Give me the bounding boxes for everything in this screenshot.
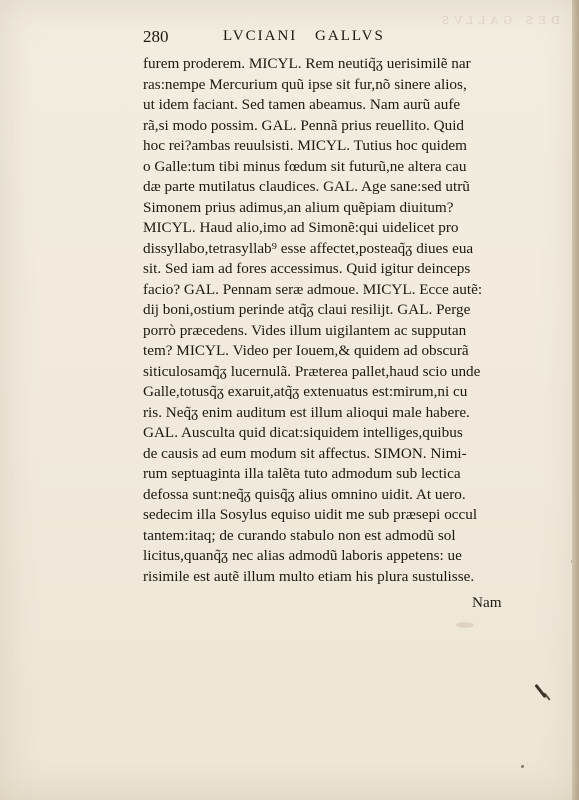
text-line: defossa sunt:neq̃ᵹ quisq̃ᵹ alius omnino uidit. At uero. xyxy=(143,485,466,503)
text-line: hoc rei?ambas reuulsisti. MICYL. Tutius hoc quidem xyxy=(143,137,467,154)
text-line: porrò præcedens. Vides illum uigilantem ac supputan xyxy=(143,321,467,339)
text-line: dæ parte mutilatus claudices. GAL. Age sane:sed utrũ xyxy=(143,178,470,195)
text-line: rã,si modo possim. GAL. Pennã prius reuellito. Quid xyxy=(143,116,465,134)
text-line: ras:nempe Mercurium quũ ipse sit fur,nõ sinere alios, xyxy=(143,75,467,93)
text-line: tem? MICYL. Video per Iouem,& quidem ad obscurã xyxy=(143,342,469,359)
text-line: Galle,totusq̃ᵹ exaruit,atq̃ᵹ extenuatus est:mirum,ni cu xyxy=(143,383,468,400)
text-line: MICYL. Haud alio,imo ad Simonẽ:qui uidelicet pro xyxy=(143,219,459,236)
text-line: rum septuaginta illa talẽta tuto admodum sub lectica xyxy=(143,465,461,482)
running-head: LVCIANI GALLVS xyxy=(223,28,385,44)
text-line: siticulosamq̃ᵹ lucernulã. Præterea pallet,haud scio unde xyxy=(143,362,481,380)
text-block xyxy=(143,54,513,587)
text-line: ris. Neq̃ᵹ enim auditum est illum alioqui male habere. xyxy=(143,403,470,421)
text-line: dissyllabo,tetrasyllab⁹ esse affectet,posteaq̃ᵹ diues eua xyxy=(143,239,474,257)
ink-blot xyxy=(521,765,524,768)
text-line: ut idem faciant. Sed tamen abeamus. Nam aurũ aufe xyxy=(143,96,461,113)
page-edge xyxy=(572,0,579,800)
bleed-through-text: DES GALLVS xyxy=(436,14,560,27)
text-line: o Galle:tum tibi minus fœdum sit futurũ,ne altera cau xyxy=(143,157,467,175)
text-line: GAL. Ausculta quid dicat:siquidem intelliges,quibus xyxy=(143,424,463,441)
text-line: licitus,quanq̃ᵹ nec alias admodũ laboris appetens: ue xyxy=(143,547,462,564)
text-line: dĳ boni,ostium perinde atq̃ᵹ claui resilijt. GAL. Perge xyxy=(143,301,471,318)
ink-smudge xyxy=(456,622,474,628)
folio-number: 280 xyxy=(143,27,169,46)
text-line: sit. Sed iam ad fores accessimus. Quid igitur deinceps xyxy=(143,260,471,277)
text-line: sedecim illa Sosylus equiso uidit me sub præsepi occul xyxy=(143,506,478,523)
text-line: furem proderem. MICYL. Rem neutiq̃ᵹ uerisimilẽ nar xyxy=(143,55,471,72)
catchword: Nam xyxy=(472,594,502,611)
text-line: de causis ad eum modum sit affectus. SIMON. Nimi- xyxy=(143,444,467,462)
text-line: tantem:itaq; de curando stabulo non est admodũ sol xyxy=(143,526,456,544)
text-line: Simonem prius adimus,an alium quẽpiam diuitum? xyxy=(143,198,454,216)
page-header xyxy=(143,27,443,51)
text-line: facio? GAL. Pennam seræ admoue. MICYL. Ecce autẽ: xyxy=(143,280,483,298)
text-line: risimile est autẽ illum multo etiam his plura sustulisse. xyxy=(143,567,475,585)
